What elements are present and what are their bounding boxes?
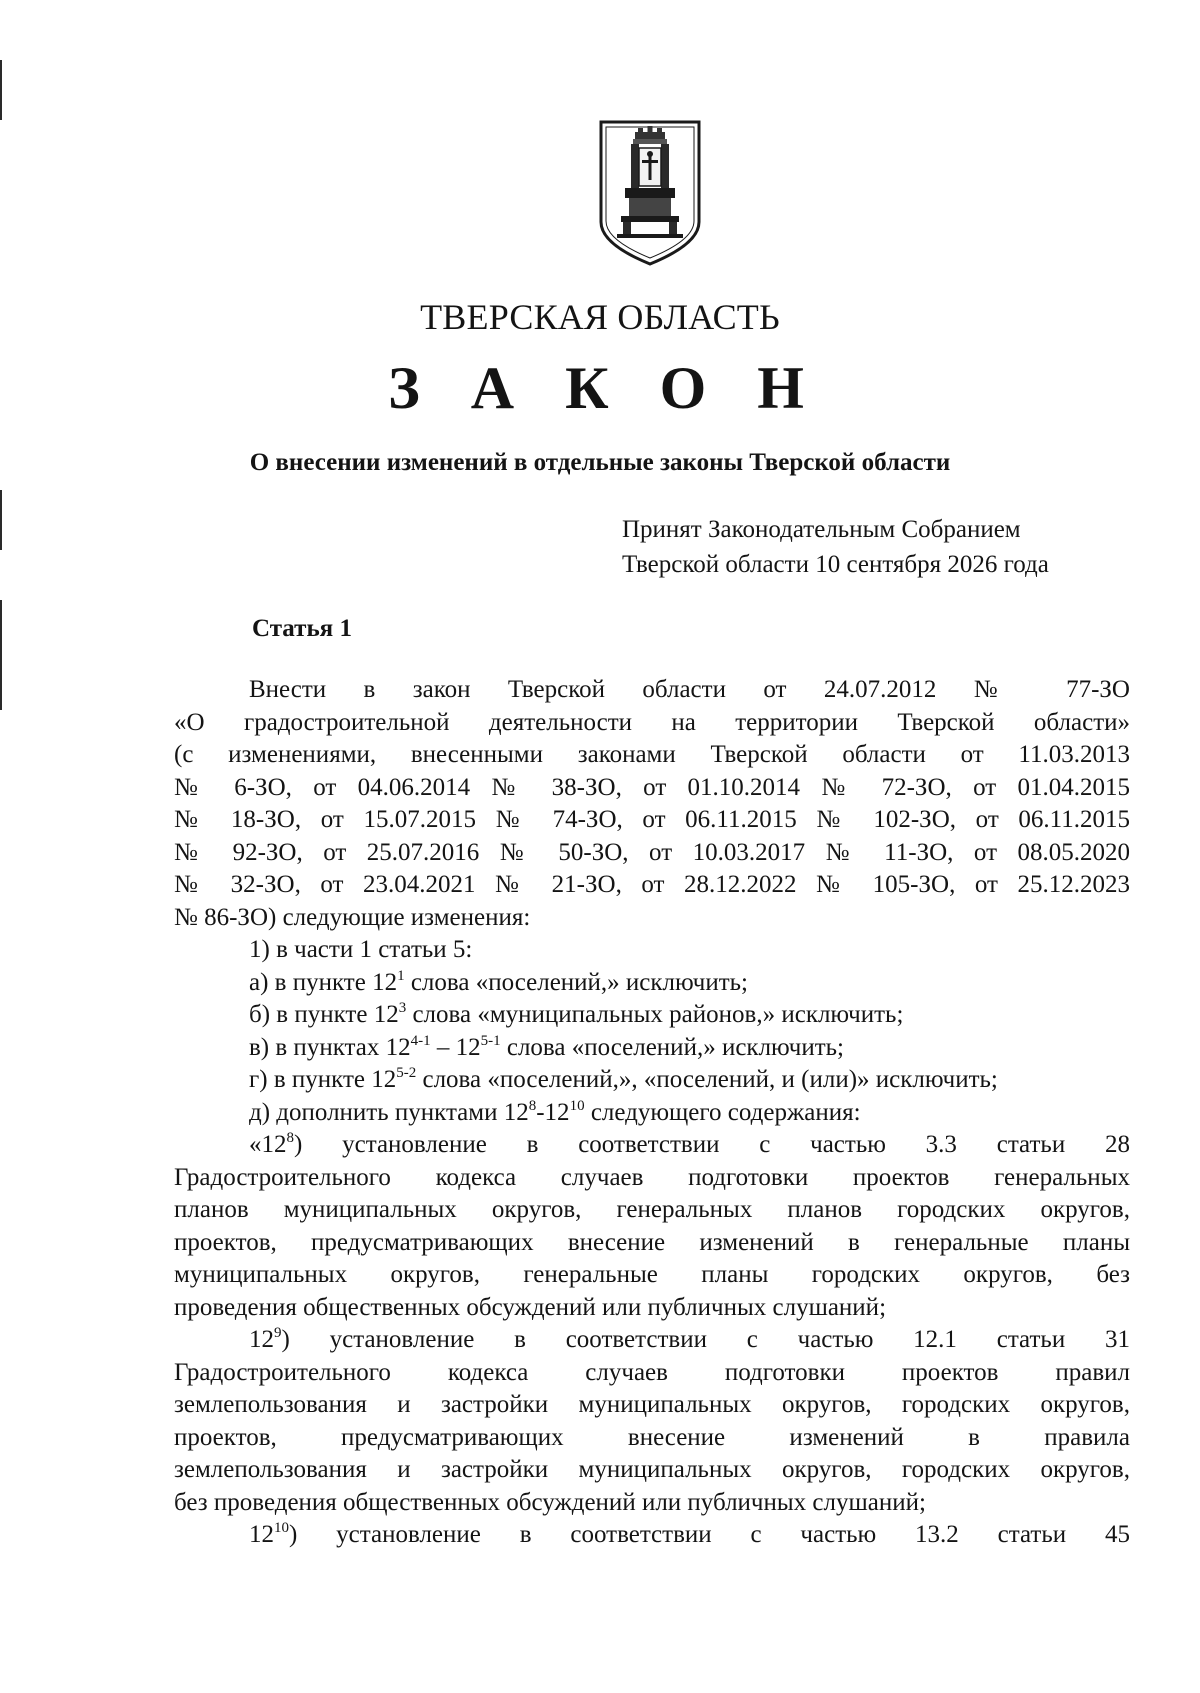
list-subitem: д) дополнить пунктами $12^8-12^{10}$ следующего содержания:	[249, 1097, 861, 1126]
body-line: Внести в закон Тверской области от 24.07.2012 № 77-ЗО	[249, 676, 1130, 703]
scan-edge-mark	[0, 490, 2, 550]
body-line: № 92-ЗО, от 25.07.2016 № 50-ЗО, от 10.03.2017 № 11-ЗО, от 08.05.2020	[174, 838, 1130, 866]
body-line: землепользования и застройки муниципальных округов, городских округов,	[174, 1391, 1130, 1418]
paragraph-first-line: $12^{10}$) установление в соответствии с частью 13.2 статьи 45	[249, 1520, 1130, 1548]
tver-coat-of-arms-emblem	[597, 118, 703, 268]
list-subitem: в) в пунктах 12$^{4-1}$ – 12$^{5-1}$ слова «поселений,» исключить;	[249, 1032, 844, 1061]
body-line: Градостроительного кодекса случаев подготовки проектов правил	[174, 1358, 1130, 1386]
body-line: (с изменениями, внесенными законами Тверской области от 11.03.2013	[174, 741, 1130, 768]
list-subitem: а) в пункте $12^1$ слова «поселений,» исключить;	[249, 967, 748, 996]
body-line: муниципальных округов, генеральные планы городских округов, без	[174, 1261, 1130, 1288]
body-line: № 6-ЗО, от 04.06.2014 № 38-ЗО, от 01.10.2014 № 72-ЗО, от 01.04.2015	[174, 773, 1130, 801]
scan-edge-mark	[0, 60, 2, 120]
scan-edge-mark	[0, 600, 2, 710]
list-item: 1) в части 1 статьи 5:	[249, 936, 473, 963]
adoption-note	[622, 512, 1049, 582]
body-line: без проведения общественных обсуждений или публичных слушаний;	[174, 1488, 926, 1516]
paragraph-first-line: «$12^8$) установление в соответствии с частью 3.3 статьи 28	[249, 1130, 1130, 1158]
body-line: «О градостроительной деятельности на территории Тверской области»	[174, 708, 1130, 736]
body-line: проведения общественных обсуждений или публичных слушаний;	[174, 1293, 887, 1321]
body-line: Градостроительного кодекса случаев подготовки проектов генеральных	[174, 1163, 1130, 1191]
body-line: проектов, предусматривающих внесение изменений в правила	[174, 1423, 1130, 1451]
paragraph-first-line: $12^9$) установление в соответствии с частью 12.1 статьи 31	[249, 1325, 1130, 1353]
body-line: № 32-ЗО, от 23.04.2021 № 21-ЗО, от 28.12.2022 № 105-ЗО, от 25.12.2023	[174, 871, 1130, 898]
adoption-line: Тверской области 10 сентября 2026 года	[622, 551, 1049, 578]
list-subitem: б) в пункте $12^3$ слова «муниципальных районов,» исключить;	[249, 1000, 904, 1028]
region-name: ТВЕРСКАЯ ОБЛАСТЬ	[420, 297, 780, 337]
body-line: планов муниципальных округов, генеральных планов городских округов,	[174, 1196, 1130, 1223]
document-type: З А К О Н	[388, 355, 822, 421]
adoption-line: Принят Законодательным Собранием	[622, 516, 1021, 543]
body-line: землепользования и застройки муниципальных округов, городских округов,	[174, 1456, 1130, 1483]
article-heading: Статья 1	[252, 615, 352, 642]
list-subitem: г) в пункте 12$^{5-2}$ слова «поселений,», «поселений, и (или)» исключить;	[249, 1065, 998, 1093]
body-line: проектов, предусматривающих внесение изменений в генеральные планы	[174, 1228, 1130, 1256]
body-line: № 86-ЗО) следующие изменения:	[174, 903, 531, 931]
article-body	[174, 674, 1130, 1552]
law-title: О внесении изменений в отдельные законы Тверской области	[249, 449, 951, 476]
body-line: № 18-ЗО, от 15.07.2015 № 74-ЗО, от 06.11.2015 № 102-ЗО, от 06.11.2015	[174, 806, 1130, 833]
